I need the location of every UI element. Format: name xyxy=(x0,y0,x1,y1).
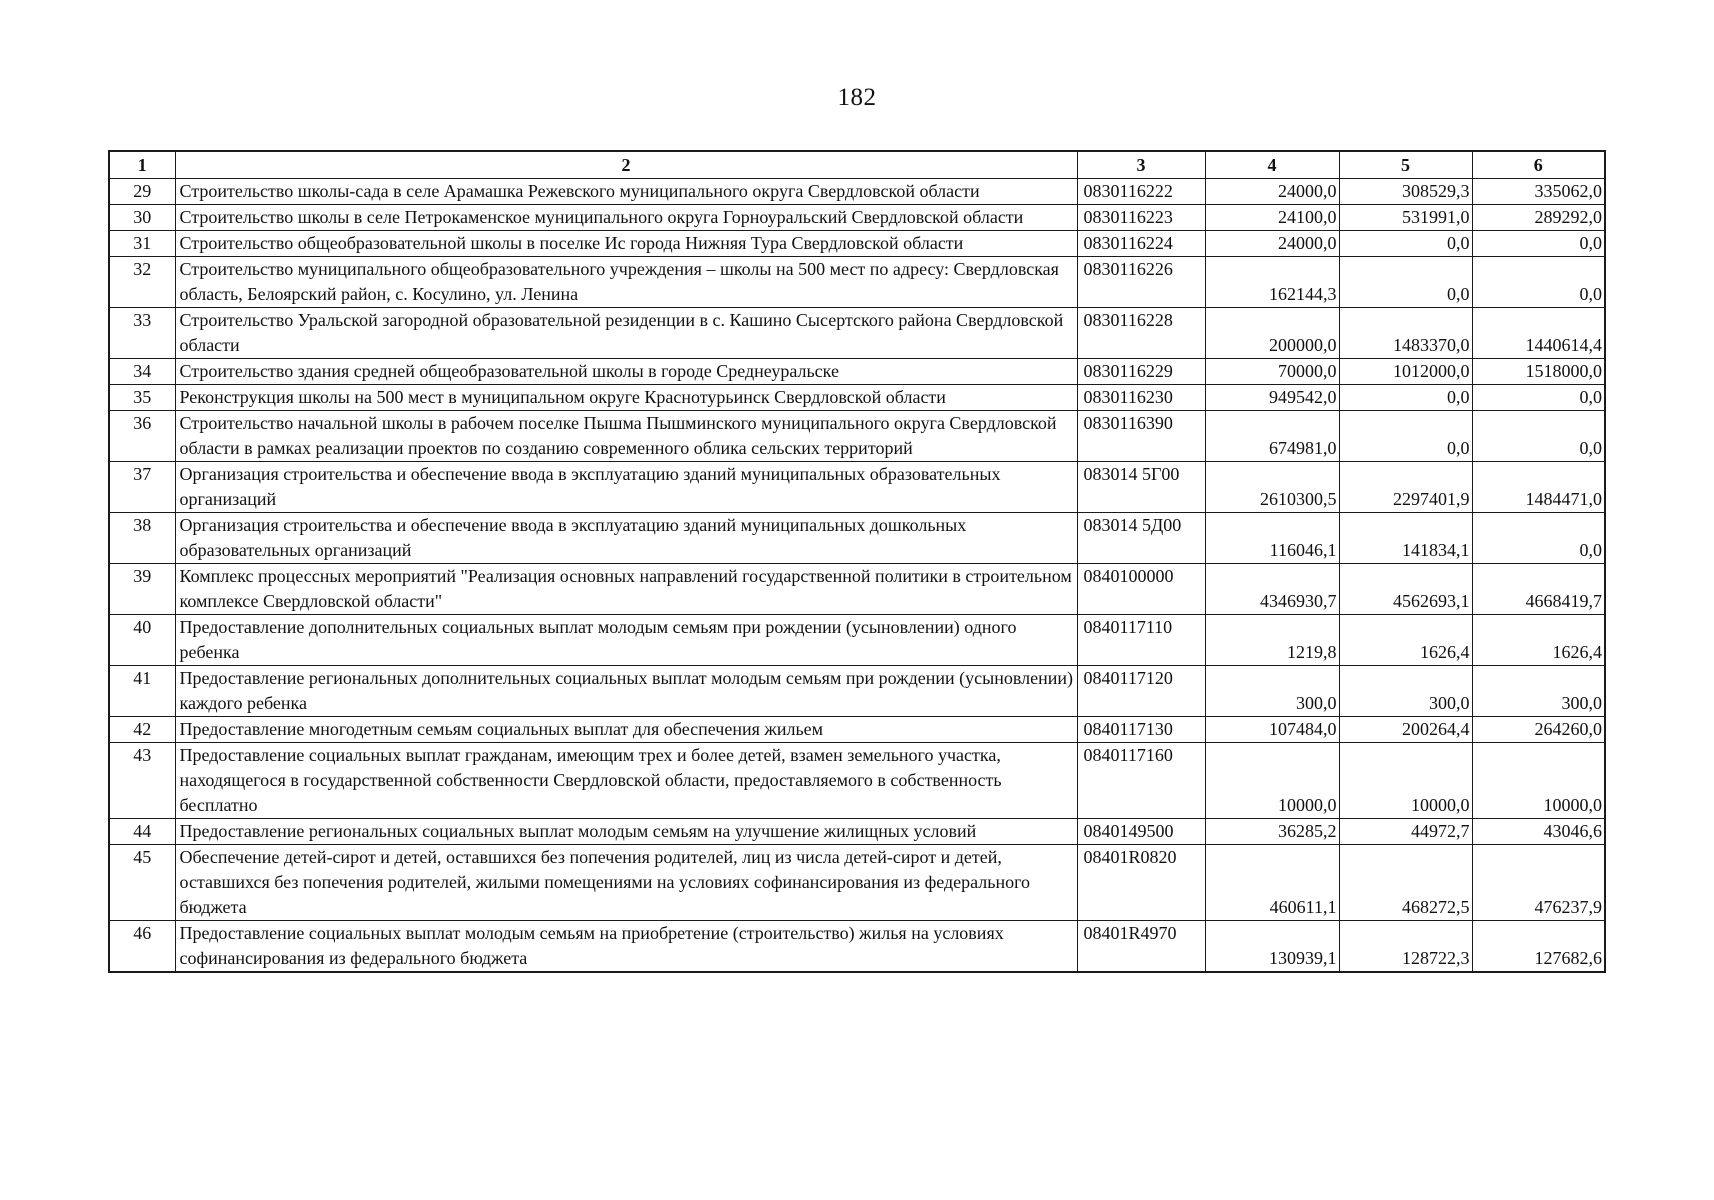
table-row xyxy=(109,845,1605,921)
budget-code-cell: 0840117110 xyxy=(1077,615,1205,666)
table-row xyxy=(109,819,1605,845)
amount-col4-cell: 24100,0 xyxy=(1205,205,1339,231)
table-row xyxy=(109,615,1605,666)
row-number-cell: 46 xyxy=(109,921,175,973)
amount-col4-cell: 36285,2 xyxy=(1205,819,1339,845)
table-row xyxy=(109,359,1605,385)
budget-code-cell: 083014 5Д00 xyxy=(1077,513,1205,564)
amount-col6-cell: 335062,0 xyxy=(1472,179,1605,205)
budget-code-cell: 0840117120 xyxy=(1077,666,1205,717)
amount-col5-cell: 0,0 xyxy=(1339,411,1472,462)
amount-col6-cell: 1518000,0 xyxy=(1472,359,1605,385)
row-number-cell: 39 xyxy=(109,564,175,615)
item-name-cell: Предоставление социальных выплат молодым семьям на приобретение (строительство) жилья на условиях софинансирования из федерального бюджета xyxy=(175,921,1077,973)
table-row xyxy=(109,205,1605,231)
table-row xyxy=(109,743,1605,819)
column-header-1: 1 xyxy=(109,151,175,179)
budget-code-cell: 0830116230 xyxy=(1077,385,1205,411)
amount-col6-cell: 43046,6 xyxy=(1472,819,1605,845)
amount-col5-cell: 1483370,0 xyxy=(1339,308,1472,359)
item-name-cell: Строительство школы-сада в селе Арамашка Режевского муниципального округа Свердловской области xyxy=(175,179,1077,205)
table-row xyxy=(109,717,1605,743)
row-number-cell: 37 xyxy=(109,462,175,513)
amount-col6-cell: 1484471,0 xyxy=(1472,462,1605,513)
item-name-cell: Предоставление многодетным семьям социальных выплат для обеспечения жильем xyxy=(175,717,1077,743)
budget-table xyxy=(108,150,1606,973)
column-header-2: 2 xyxy=(175,151,1077,179)
amount-col4-cell: 2610300,5 xyxy=(1205,462,1339,513)
amount-col4-cell: 4346930,7 xyxy=(1205,564,1339,615)
item-name-cell: Строительство муниципального общеобразовательного учреждения – школы на 500 мест по адресу: Свердловская область, Белоярский район, с. Косулино, ул. Ленина xyxy=(175,257,1077,308)
amount-col4-cell: 949542,0 xyxy=(1205,385,1339,411)
table-row xyxy=(109,385,1605,411)
amount-col5-cell: 531991,0 xyxy=(1339,205,1472,231)
amount-col4-cell: 200000,0 xyxy=(1205,308,1339,359)
table-body xyxy=(109,179,1605,973)
amount-col6-cell: 1440614,4 xyxy=(1472,308,1605,359)
budget-code-cell: 0830116226 xyxy=(1077,257,1205,308)
amount-col5-cell: 1012000,0 xyxy=(1339,359,1472,385)
amount-col6-cell: 127682,6 xyxy=(1472,921,1605,973)
item-name-cell: Предоставление региональных социальных выплат молодым семьям на улучшение жилищных условий xyxy=(175,819,1077,845)
amount-col5-cell: 4562693,1 xyxy=(1339,564,1472,615)
item-name-cell: Предоставление социальных выплат гражданам, имеющим трех и более детей, взамен земельного участка, находящегося в государственной собственности Свердловской области, предоставляемого в собственность бесплатно xyxy=(175,743,1077,819)
budget-code-cell: 0830116390 xyxy=(1077,411,1205,462)
amount-col5-cell: 128722,3 xyxy=(1339,921,1472,973)
row-number-cell: 42 xyxy=(109,717,175,743)
table-row xyxy=(109,564,1605,615)
budget-code-cell: 0840100000 xyxy=(1077,564,1205,615)
budget-code-cell: 0830116229 xyxy=(1077,359,1205,385)
row-number-cell: 32 xyxy=(109,257,175,308)
amount-col4-cell: 300,0 xyxy=(1205,666,1339,717)
amount-col4-cell: 162144,3 xyxy=(1205,257,1339,308)
budget-code-cell: 0840149500 xyxy=(1077,819,1205,845)
amount-col5-cell: 0,0 xyxy=(1339,257,1472,308)
table-row xyxy=(109,462,1605,513)
row-number-cell: 43 xyxy=(109,743,175,819)
row-number-cell: 35 xyxy=(109,385,175,411)
row-number-cell: 30 xyxy=(109,205,175,231)
amount-col5-cell: 2297401,9 xyxy=(1339,462,1472,513)
table-row xyxy=(109,308,1605,359)
item-name-cell: Комплекс процессных мероприятий "Реализация основных направлений государственной политики в строительном комплексе Свердловской области" xyxy=(175,564,1077,615)
amount-col4-cell: 70000,0 xyxy=(1205,359,1339,385)
column-header-4: 4 xyxy=(1205,151,1339,179)
page-number: 182 xyxy=(837,84,877,111)
item-name-cell: Организация строительства и обеспечение ввода в эксплуатацию зданий муниципальных дошкольных образовательных организаций xyxy=(175,513,1077,564)
table-row xyxy=(109,666,1605,717)
item-name-cell: Строительство начальной школы в рабочем поселке Пышма Пышминского муниципального округа Свердловской области в рамках реализации проектов по созданию современного облика сельских территорий xyxy=(175,411,1077,462)
budget-code-cell: 0840117130 xyxy=(1077,717,1205,743)
row-number-cell: 33 xyxy=(109,308,175,359)
amount-col6-cell: 300,0 xyxy=(1472,666,1605,717)
table-row xyxy=(109,513,1605,564)
row-number-cell: 34 xyxy=(109,359,175,385)
budget-code-cell: 0830116228 xyxy=(1077,308,1205,359)
amount-col5-cell: 0,0 xyxy=(1339,385,1472,411)
amount-col5-cell: 44972,7 xyxy=(1339,819,1472,845)
amount-col5-cell: 300,0 xyxy=(1339,666,1472,717)
item-name-cell: Строительство школы в селе Петрокаменское муниципального округа Горноуральский Свердловской области xyxy=(175,205,1077,231)
table-header xyxy=(109,151,1605,179)
amount-col6-cell: 0,0 xyxy=(1472,513,1605,564)
column-header-3: 3 xyxy=(1077,151,1205,179)
table-row xyxy=(109,179,1605,205)
row-number-cell: 38 xyxy=(109,513,175,564)
budget-code-cell: 083014 5Г00 xyxy=(1077,462,1205,513)
row-number-cell: 45 xyxy=(109,845,175,921)
amount-col4-cell: 10000,0 xyxy=(1205,743,1339,819)
amount-col6-cell: 0,0 xyxy=(1472,411,1605,462)
row-number-cell: 29 xyxy=(109,179,175,205)
item-name-cell: Реконструкция школы на 500 мест в муниципальном округе Краснотурьинск Свердловской области xyxy=(175,385,1077,411)
amount-col5-cell: 0,0 xyxy=(1339,231,1472,257)
budget-code-cell: 0830116222 xyxy=(1077,179,1205,205)
table-row xyxy=(109,411,1605,462)
amount-col4-cell: 460611,1 xyxy=(1205,845,1339,921)
row-number-cell: 44 xyxy=(109,819,175,845)
amount-col5-cell: 1626,4 xyxy=(1339,615,1472,666)
amount-col6-cell: 0,0 xyxy=(1472,231,1605,257)
amount-col6-cell: 0,0 xyxy=(1472,257,1605,308)
item-name-cell: Предоставление региональных дополнительных социальных выплат молодым семьям при рождении (усыновлении) каждого ребенка xyxy=(175,666,1077,717)
row-number-cell: 31 xyxy=(109,231,175,257)
amount-col6-cell: 1626,4 xyxy=(1472,615,1605,666)
amount-col6-cell: 289292,0 xyxy=(1472,205,1605,231)
item-name-cell: Строительство здания средней общеобразовательной школы в городе Среднеуральске xyxy=(175,359,1077,385)
table-row xyxy=(109,921,1605,973)
amount-col4-cell: 674981,0 xyxy=(1205,411,1339,462)
row-number-cell: 36 xyxy=(109,411,175,462)
amount-col6-cell: 476237,9 xyxy=(1472,845,1605,921)
budget-code-cell: 0830116224 xyxy=(1077,231,1205,257)
amount-col6-cell: 0,0 xyxy=(1472,385,1605,411)
item-name-cell: Строительство Уральской загородной образовательной резиденции в с. Кашино Сысертского района Свердловской области xyxy=(175,308,1077,359)
item-name-cell: Организация строительства и обеспечение ввода в эксплуатацию зданий муниципальных образовательных организаций xyxy=(175,462,1077,513)
budget-code-cell: 08401R4970 xyxy=(1077,921,1205,973)
row-number-cell: 41 xyxy=(109,666,175,717)
item-name-cell: Предоставление дополнительных социальных выплат молодым семьям при рождении (усыновлении) одного ребенка xyxy=(175,615,1077,666)
amount-col5-cell: 308529,3 xyxy=(1339,179,1472,205)
table-row xyxy=(109,257,1605,308)
budget-code-cell: 0830116223 xyxy=(1077,205,1205,231)
amount-col6-cell: 264260,0 xyxy=(1472,717,1605,743)
amount-col5-cell: 200264,4 xyxy=(1339,717,1472,743)
amount-col5-cell: 468272,5 xyxy=(1339,845,1472,921)
column-header-6: 6 xyxy=(1472,151,1605,179)
item-name-cell: Строительство общеобразовательной школы в поселке Ис города Нижняя Тура Свердловской области xyxy=(175,231,1077,257)
amount-col6-cell: 4668419,7 xyxy=(1472,564,1605,615)
amount-col4-cell: 24000,0 xyxy=(1205,179,1339,205)
budget-code-cell: 08401R0820 xyxy=(1077,845,1205,921)
amount-col5-cell: 141834,1 xyxy=(1339,513,1472,564)
header-row xyxy=(109,151,1605,179)
amount-col4-cell: 1219,8 xyxy=(1205,615,1339,666)
amount-col4-cell: 24000,0 xyxy=(1205,231,1339,257)
amount-col4-cell: 130939,1 xyxy=(1205,921,1339,973)
row-number-cell: 40 xyxy=(109,615,175,666)
budget-code-cell: 0840117160 xyxy=(1077,743,1205,819)
item-name-cell: Обеспечение детей-сирот и детей, оставшихся без попечения родителей, лиц из числа детей-сирот и детей, оставшихся без попечения родителей, жилыми помещениями на условиях софинансирования из федерального бюджета xyxy=(175,845,1077,921)
column-header-5: 5 xyxy=(1339,151,1472,179)
amount-col4-cell: 107484,0 xyxy=(1205,717,1339,743)
amount-col5-cell: 10000,0 xyxy=(1339,743,1472,819)
table-row xyxy=(109,231,1605,257)
amount-col4-cell: 116046,1 xyxy=(1205,513,1339,564)
amount-col6-cell: 10000,0 xyxy=(1472,743,1605,819)
